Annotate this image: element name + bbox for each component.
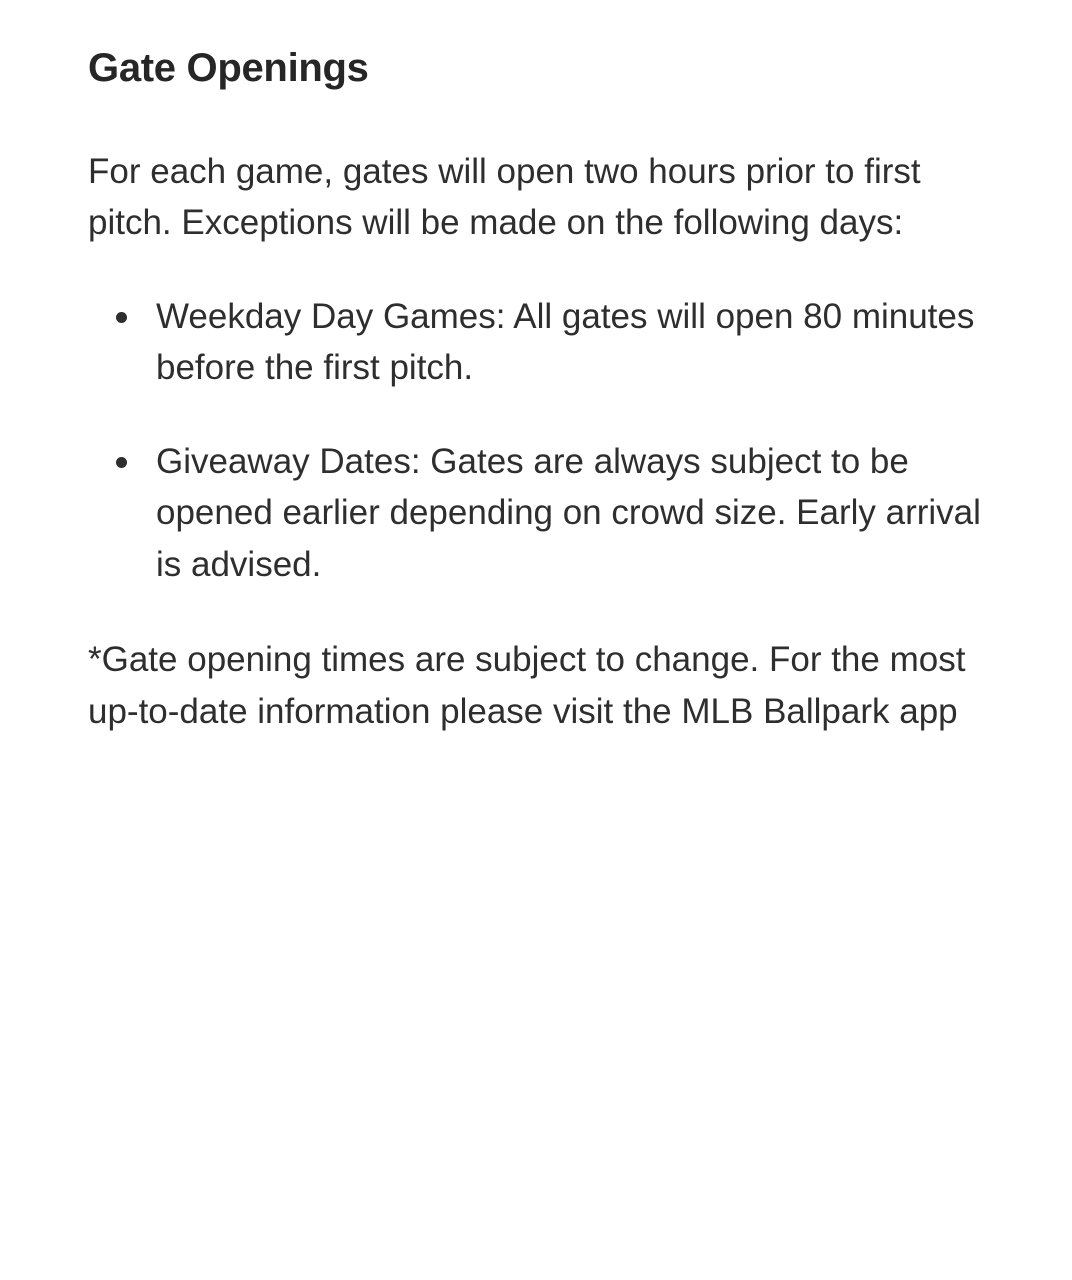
- list-item: Weekday Day Games: All gates will open 80 minutes before the first pitch.: [88, 291, 998, 394]
- intro-paragraph: For each game, gates will open two hours prior to first pitch. Exceptions will be made on the following days:: [88, 152, 921, 243]
- list-item: Giveaway Dates: Gates are always subject to be opened earlier depending on crowd size. Early arrival is advised.: [88, 436, 998, 590]
- exceptions-list: [88, 291, 998, 590]
- page-title: Gate Openings: [88, 46, 369, 90]
- footnote-paragraph: *Gate opening times are subject to change. For the most up-to-date information please visit the MLB Ballpark app: [88, 640, 966, 731]
